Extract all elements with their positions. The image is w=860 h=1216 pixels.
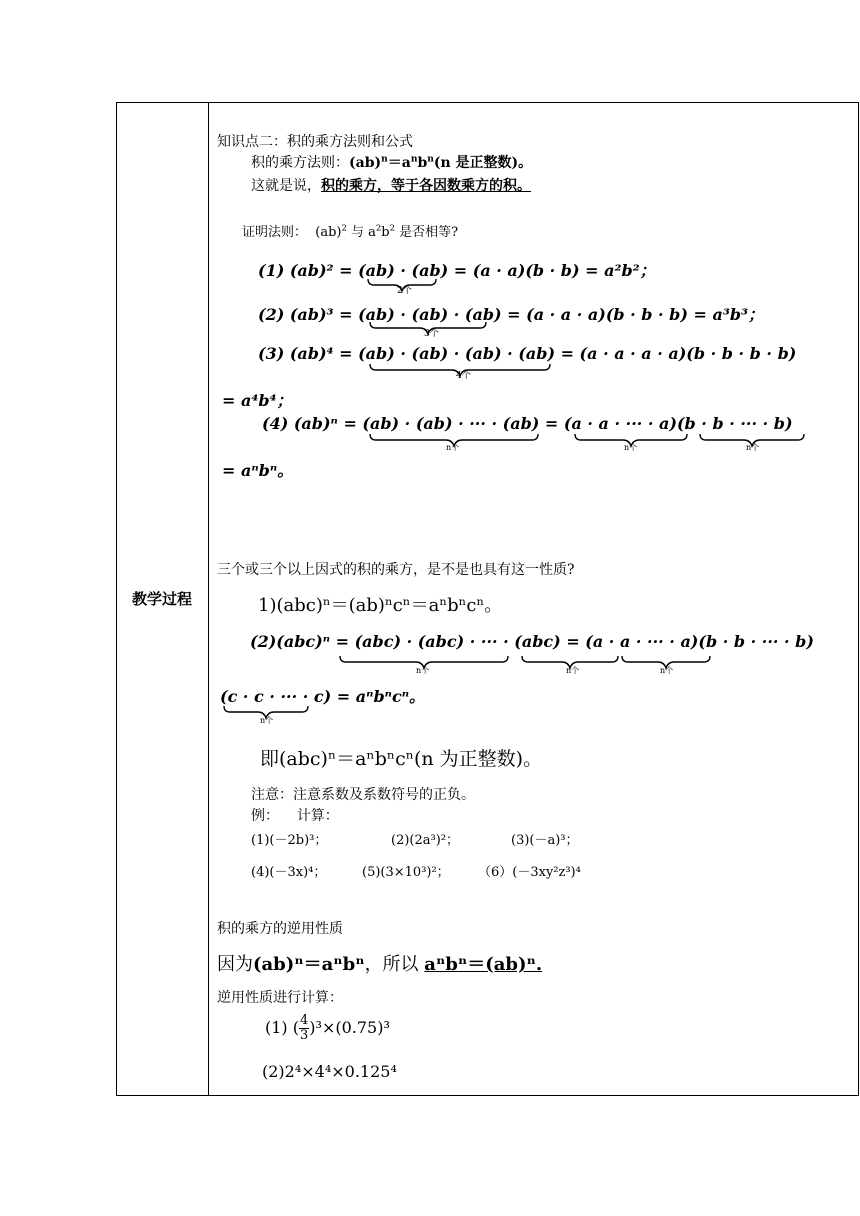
extension-conclusion: 即(abc)ⁿ＝aⁿbⁿcⁿ(n 为正整数)。 — [260, 748, 543, 770]
inverse-calc-2: (2)2⁴×4⁴×0.125⁴ — [262, 1062, 397, 1081]
rule-formula: $(ab)^n=a^nb^n(n$ 是正整数)。 — [349, 153, 533, 171]
proof-line-6: = aⁿbⁿ。 — [222, 461, 294, 480]
inverse-reason-prefix: 因为 — [217, 954, 253, 975]
proof-question-tail: 是否相等? — [399, 225, 459, 240]
inverse-reason-result: aⁿbⁿ＝(ab)ⁿ. — [424, 954, 543, 975]
meaning-prefix: 这就是说， — [251, 178, 321, 194]
brace-label-5b: n个 — [566, 666, 580, 675]
proof-line-5: (4) (ab)ⁿ = (ab) · (ab) · ··· · (ab) = (a · a · ··· · a)(b · b · ··· · b) — [262, 414, 793, 433]
meaning-emphasis: 积的乘方，等于各因数乘方的积。 — [321, 178, 531, 194]
inverse-calc-1: (1) ( $\frac{4}{3}$ )³×(0.75)³ — [265, 1013, 390, 1043]
proof-line-4: = a⁴b⁴； — [222, 391, 293, 410]
proof-line-1: (1) (ab)² = (ab) · (ab) = (a · a)(b · b) = a²b²； — [258, 261, 656, 280]
extension-hw-line-1: (2)(abc)ⁿ = (abc) · (abc) · ··· · (abc) = (a · a · ··· · a)(b · b · ··· · b) — [250, 632, 814, 651]
proof-line-2: (2) (ab)³ = (ab) · (ab) · (ab) = (a · a · a)(b · b · b) = a³b³； — [258, 305, 765, 324]
fraction-four-thirds: $\frac{4}{3}$ — [300, 1013, 309, 1043]
brace-label-2: 3个 — [424, 329, 439, 339]
inverse-reason-mid: ，所以 — [364, 954, 419, 975]
example-title: 计算： — [296, 808, 339, 824]
section-label: 教学过程 — [131, 590, 192, 608]
brace-label-4a: n个 — [446, 443, 460, 452]
proof-question: 证明法则： (ab)$^2$ 与 $a^2b^2$ 是否相等? — [242, 222, 459, 240]
proof-line-3: (3) (ab)⁴ = (ab) · (ab) · (ab) · (ab) = (a · a · a · a)(b · b · b · b) — [258, 344, 797, 363]
knowledge-point-title: 知识点二：积的乘方法则和公式 — [217, 134, 413, 150]
example-1: (1)(－2b)³； — [251, 833, 328, 848]
example-6: （6）(－3xy²z³)⁴ — [478, 865, 581, 880]
example-3: (3)(－a)³； — [511, 833, 579, 848]
brace-label-3: 4个 — [456, 371, 471, 381]
brace-label-5c: n个 — [660, 666, 674, 675]
example-label: 例： — [251, 808, 279, 824]
brace-label-1: 2个 — [397, 286, 412, 296]
proof-question-prefix: 证明法则： — [242, 225, 308, 240]
example-5: (5)(3×10³)²； — [362, 865, 450, 880]
brace-label-5a: n个 — [416, 666, 430, 675]
inverse-reason-formula: (ab)ⁿ＝aⁿbⁿ — [253, 954, 365, 975]
inverse-calc-title: 逆用性质进行计算： — [217, 990, 343, 1006]
brace-label-6: n个 — [260, 716, 274, 725]
brace-label-4b: n个 — [624, 443, 638, 452]
attention-note: 注意：注意系数及系数符号的正负。 — [251, 787, 475, 803]
inverse-title: 积的乘方的逆用性质 — [217, 921, 343, 937]
extension-hw-line-2: (c · c · ··· · c) = aⁿbⁿcⁿ。 — [220, 687, 426, 706]
example-2: (2)(2a³)²； — [391, 833, 460, 848]
rule-prefix: 积的乘方法则： — [251, 155, 349, 171]
extension-line-1: 1)(abc)ⁿ＝(ab)ⁿcⁿ＝aⁿbⁿcⁿ。 — [258, 595, 503, 616]
brace-label-4c: n个 — [746, 443, 760, 452]
extension-question: 三个或三个以上因式的积的乘方，是不是也具有这一性质? — [217, 562, 575, 578]
example-heading — [251, 805, 339, 825]
inverse-reason — [217, 950, 542, 976]
example-4: (4)(－3x)⁴； — [251, 865, 327, 880]
